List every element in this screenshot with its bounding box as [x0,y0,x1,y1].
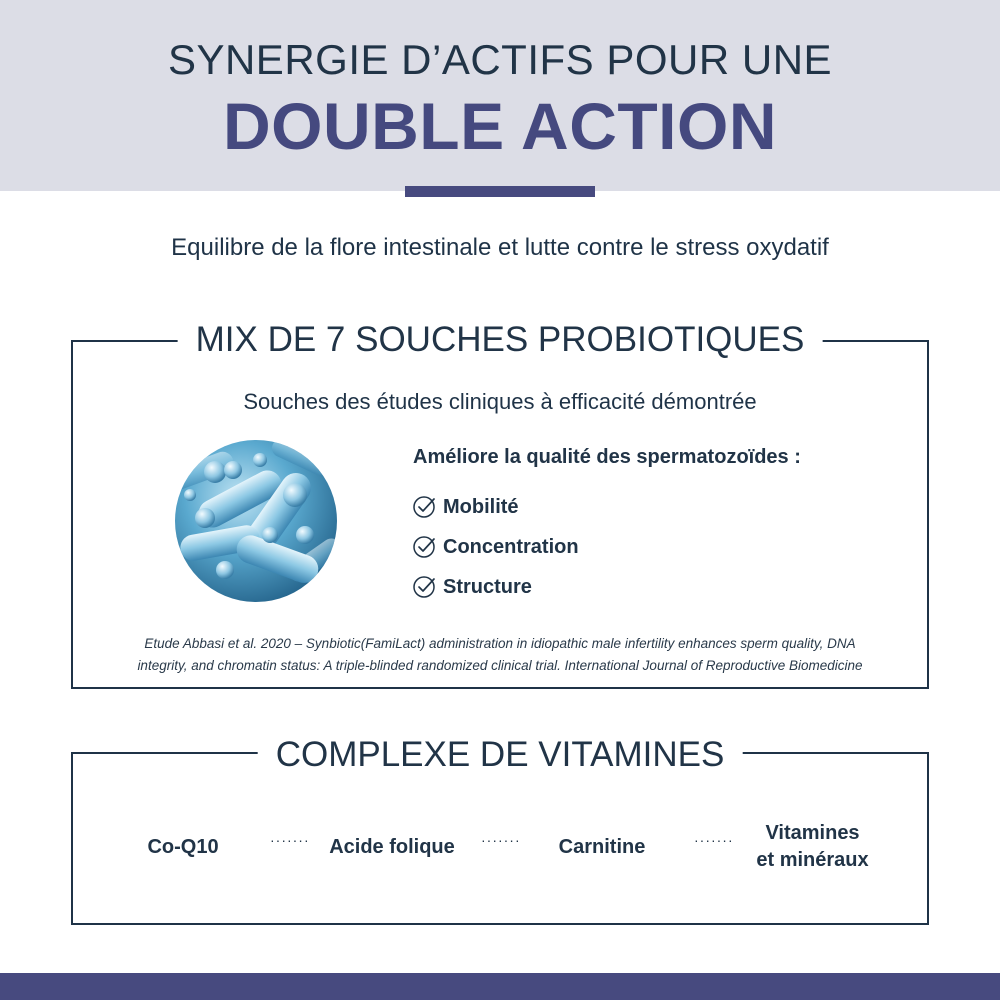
separator-dots: ······· [270,832,310,848]
separator-dots: ······· [694,832,734,848]
probiotics-title: MIX DE 7 SOUCHES PROBIOTIQUES [178,320,823,360]
header-title-line2: DOUBLE ACTION [222,89,778,163]
citation-line: Etude Abbasi et al. 2020 – Synbiotic(FamiLact) administration in idiopathic male infertility enhances sperm quality, DNA [144,636,856,651]
vitamin-item-line: Vitamines [765,822,860,844]
citation-line: integrity, and chromatin status: A triple-blinded randomized clinical trial. International Journal of Reproductive Biomedicine [137,658,863,673]
check-circle-icon [412,574,438,600]
check-circle-icon [412,494,438,520]
benefit-label: Structure [443,575,532,598]
benefit-item-concentration [412,534,579,560]
benefit-item-structure [412,574,532,600]
vitamins-title: COMPLEXE DE VITAMINES [258,735,743,775]
vitamin-item-coq10: Co-Q10 [147,836,219,858]
benefit-label: Concentration [443,535,579,558]
vitamin-item-vitamines-mineraux [740,820,885,874]
vitamin-item-carnitine: Carnitine [558,836,646,858]
header-title-line1: SYNERGIE D’ACTIFS POUR UNE [167,36,833,83]
page-subtitle: Equilibre de la flore intestinale et lutte contre le stress oxydatif [171,234,829,261]
vitamin-item-line: et minéraux [756,849,869,871]
study-citation [100,633,900,677]
separator-dots: ······· [481,832,521,848]
benefit-heading: Améliore la qualité des spermatozoïdes : [413,446,801,468]
bacteria-image [175,440,337,602]
accent-bar [405,186,595,197]
check-circle-icon [412,534,438,560]
probiotics-subtitle: Souches des études cliniques à efficacité démontrée [243,389,757,414]
benefit-item-mobilite [412,494,519,520]
vitamin-item-acide-folique: Acide folique [329,836,455,858]
benefit-label: Mobilité [443,495,519,518]
footer-band [0,973,1000,1000]
